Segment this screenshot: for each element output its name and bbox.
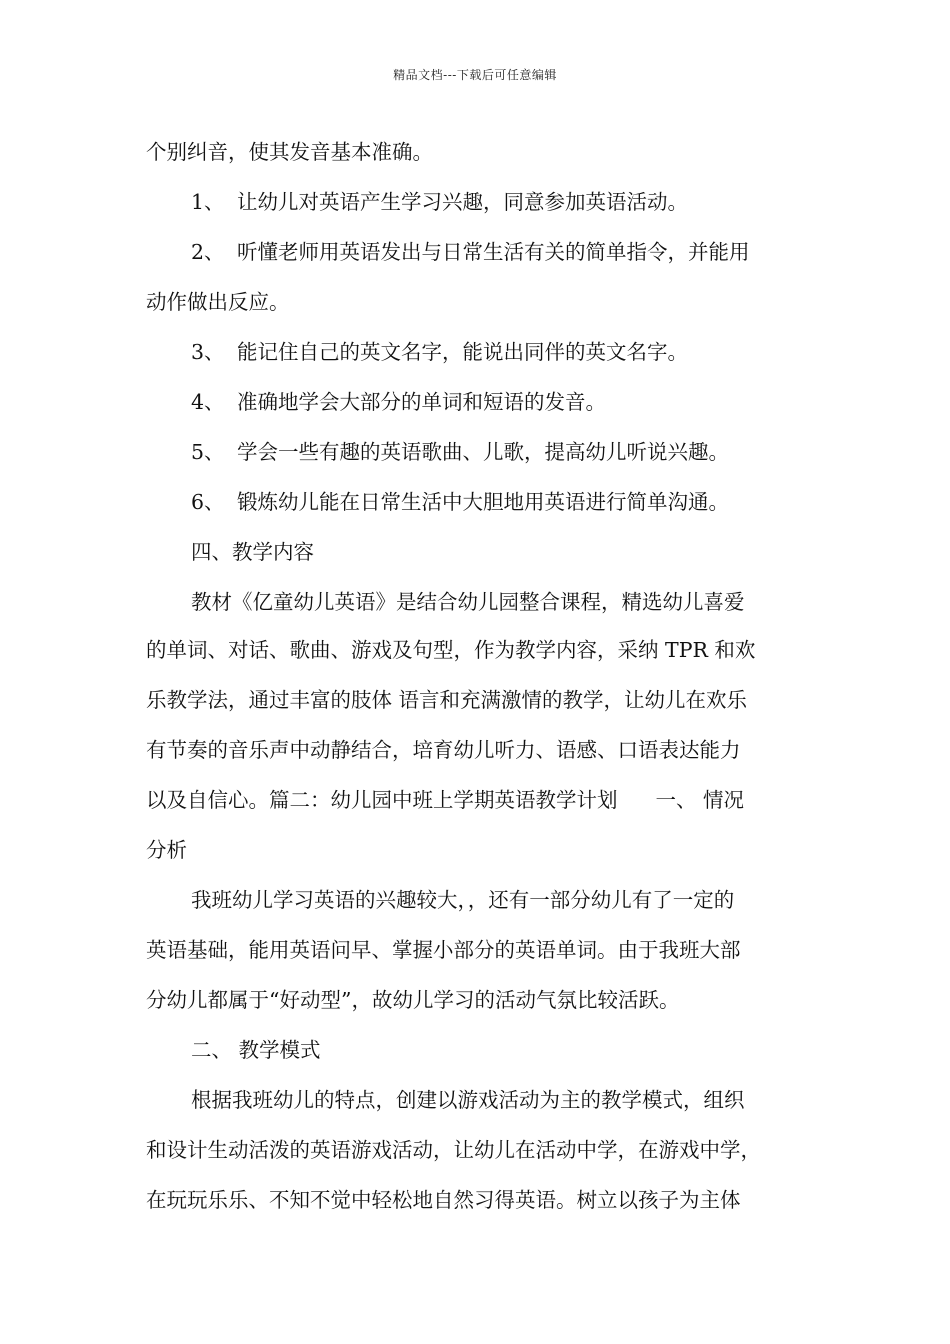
paragraph-line: 根据我班幼儿的特点，创建以游戏活动为主的教学模式，组织 [191,1088,745,1112]
text-line: 个别纠音，使其发音基本准确。 [146,140,433,164]
paragraph-text: 以及自信心。篇二：幼儿园中班上学期英语教学计划 [146,788,618,812]
list-text: 锻炼幼儿能在日常生活中大胆地用英语进行简单沟通。 [237,490,729,514]
list-text: 让幼儿对英语产生学习兴趣，同意参加英语活动。 [237,190,688,214]
list-number: 1、 [191,190,225,214]
section-heading: 一、 情况 [655,788,745,812]
list-text: 准确地学会大部分的单词和短语的发音。 [237,390,606,414]
list-number: 4、 [191,390,225,414]
section-heading: 四、教学内容 [191,540,314,564]
list-item [191,238,871,266]
list-text: 听懂老师用英语发出与日常生活有关的简单指令，并能用 [237,240,750,264]
list-text: 学会一些有趣的英语歌曲、儿歌，提高幼儿听说兴趣。 [237,440,729,464]
paragraph-line: 的单词、对话、歌曲、游戏及句型，作为教学内容，采纳 TPR 和欢 [146,638,756,662]
paragraph-line: 有节奏的音乐声中动静结合，培育幼儿听力、语感、口语表达能力 [146,738,741,762]
list-item [191,438,871,466]
paragraph-line: 和设计生动活泼的英语游戏活动，让幼儿在活动中学，在游戏中学， [146,1138,761,1162]
list-number: 3、 [191,340,225,364]
list-item [191,188,871,216]
list-number: 5、 [191,440,225,464]
paragraph-line: 教材《亿童幼儿英语》是结合幼儿园整合课程，精选幼儿喜爱 [191,590,745,614]
paragraph-line: 分幼儿都属于“好动型”，故幼儿学习的活动气氛比较活跃。 [146,988,680,1012]
paragraph-line: 分析 [146,838,187,862]
section-heading: 二、 教学模式 [191,1038,321,1062]
paragraph-line: 乐教学法，通过丰富的肢体 语言和充满激情的教学，让幼儿在欢乐 [146,688,748,712]
paragraph-line: 我班幼儿学习英语的兴趣较大，，还有一部分幼儿有了一定的 [191,888,735,912]
list-item [191,338,871,366]
list-item [191,488,871,516]
paragraph-line: 英语基础，能用英语问早、掌握小部分的英语单词。由于我班大部 [146,938,741,962]
list-text: 能记住自己的英文名字，能说出同伴的英文名字。 [237,340,688,364]
paragraph-line: 在玩玩乐乐、不知不觉中轻松地自然习得英语。树立以孩子为主体 [146,1188,741,1212]
paragraph-line [146,786,826,814]
page-header: 精品文档---下载后可任意编辑 [393,68,557,82]
text-line: 动作做出反应。 [146,290,290,314]
list-number: 2、 [191,240,225,264]
list-item [191,388,871,416]
list-number: 6、 [191,490,225,514]
